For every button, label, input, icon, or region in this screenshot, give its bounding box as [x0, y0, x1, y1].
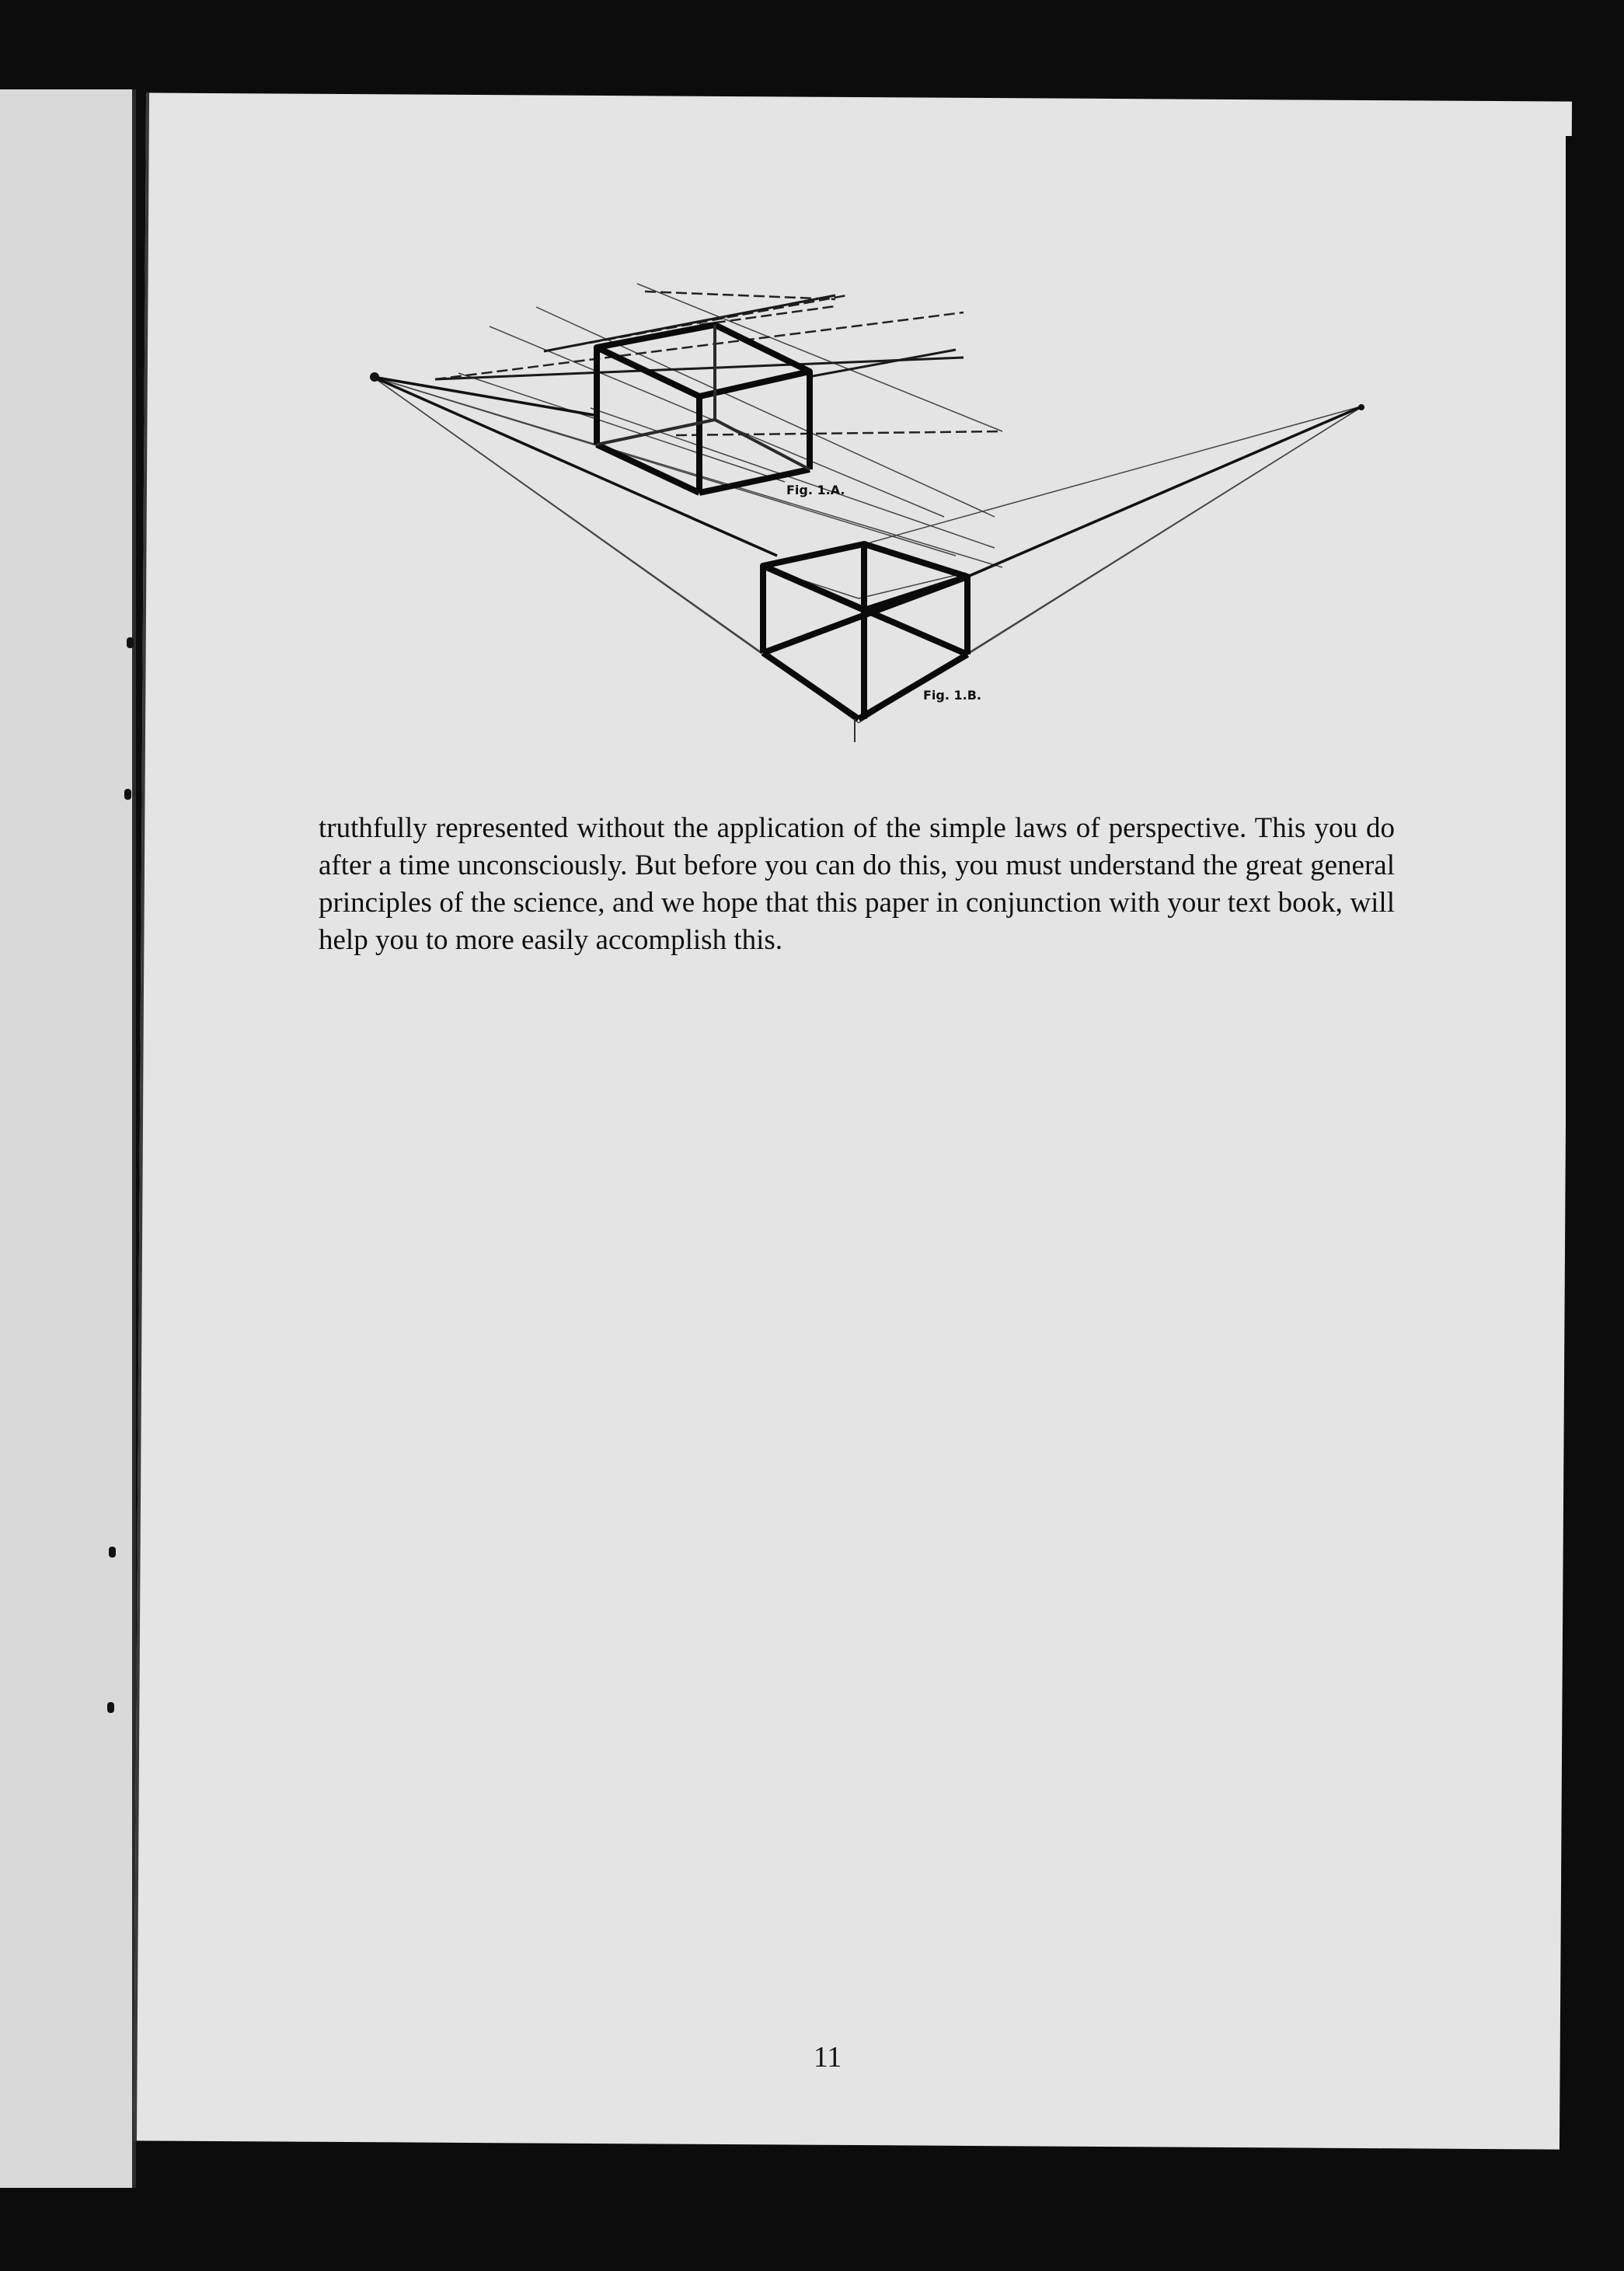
- vanishing-point-right: [1358, 404, 1364, 410]
- body-paragraph: truthfully represented without the application of the simple laws of perspective. This you do after a time unconsciously. But before you can do this, you must understand the great general principles of the science, and we hope that this paper in conjunction with your text book, will help you to more easily accomplish this.: [319, 812, 1395, 956]
- figure-label-b: Fig. 1.B.: [923, 688, 981, 703]
- perspective-figure: [0, 0, 1624, 777]
- binding-stitch: [107, 1702, 114, 1713]
- page-number: 11: [813, 2041, 842, 2074]
- binding-stitch: [124, 789, 131, 800]
- vanishing-point-left: [370, 372, 379, 382]
- binding-stitch: [109, 1547, 116, 1558]
- cube-a: [597, 325, 810, 493]
- figure-label-a: Fig. 1.A.: [786, 483, 845, 497]
